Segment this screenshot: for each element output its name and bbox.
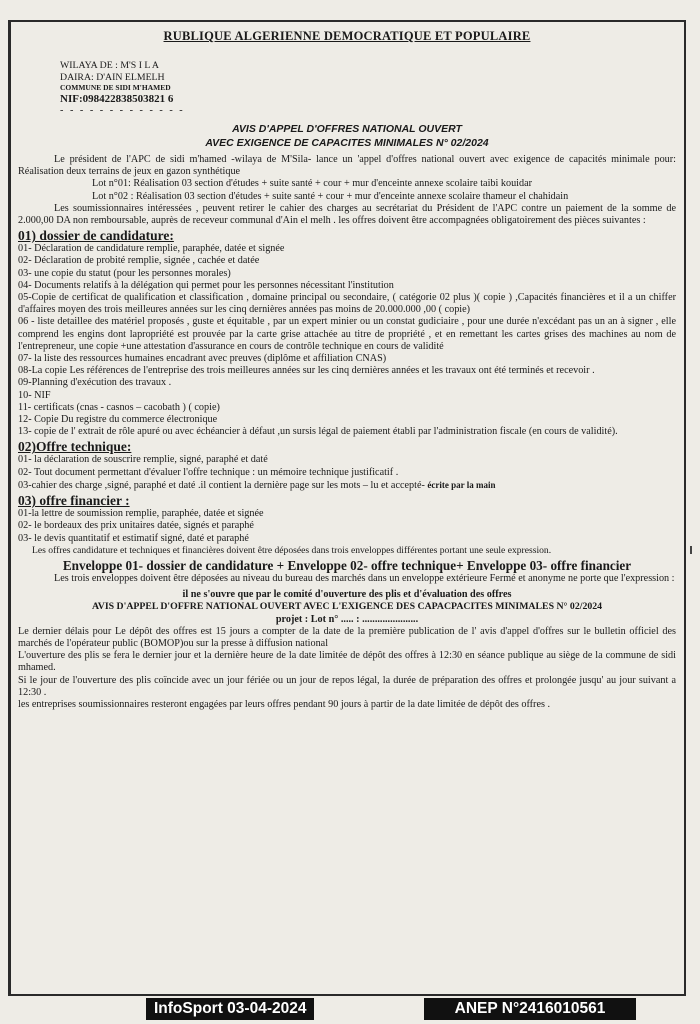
list-item: 08-La copie Les références de l'entreprise des trois meilleures années sur les cinq dernières années et les travaux ont été terminés et recevoir .: [18, 365, 595, 377]
republic-heading: RUBLIQUE ALGERIENNE DEMOCRATIQUE ET POPULAIRE: [163, 29, 531, 43]
envelope-caption: AVIS D'APPEL D'OFFRE NATIONAL OUVERT AVEC L'EXIGENCE DES CAPACPACITES MINIMALES N° 02/2024: [91, 601, 603, 613]
notice-title-line-1: AVIS D'APPEL D'OFFRES NATIONAL OUVERT: [232, 123, 462, 136]
notice-content: [18, 30, 676, 711]
section-financial-heading: 03) offre financier :: [18, 493, 130, 509]
section-technical-list: [18, 454, 676, 492]
section-candidature-heading: 01) dossier de candidature:: [18, 228, 174, 244]
list-item: 13- copie de l' extrait de rôle apuré ou avec échéancier à défaut ,un sursis légal de paiement établi par l'administration fiscale (en cours de validité).: [18, 426, 618, 438]
list-item: 02- Tout document permettant d'évaluer l'offre technique : un mémoire technique justificatif .: [18, 466, 399, 478]
holiday-paragraph: Si le jour de l'ouverture des plis coïncide avec un jour fériée ou un jour de repos légal, la durée de préparation des offres et prolongée jusqu' au jour suivant a 12:30 .: [18, 674, 676, 698]
nif-line: NIF:098422838503821 6: [60, 93, 174, 106]
commune-line: COMMUNE DE SIDI M'HAMED: [60, 83, 171, 93]
engagement-paragraph: les entreprises soumissionnaires resteront engagées par leurs offres pendant 90 jours à partir de la date limitée de dépôt des offres .: [18, 698, 551, 710]
list-item: [18, 479, 676, 492]
list-item: 04- Documents relatifs à la délégation qui permet pour les personnes nécessitant l'institution: [18, 279, 394, 291]
envelopes-line: Enveloppe 01- dossier de candidature + Enveloppe 02- offre technique+ Enveloppe 03- offre financier: [62, 557, 632, 573]
list-item: 02- Déclaration de probité remplie, signée , cachée et datée: [18, 255, 260, 267]
list-item: 02- le bordeaux des prix unitaires datée, signés et paraphé: [18, 520, 254, 532]
opening-paragraph: L'ouverture des plis se fera le dernier jour et la dernière heure de la date limitée de dépôt des offres à 12:30 en séance publique au siège de la commune de sidi mhamed.: [18, 650, 676, 674]
handwritten-note: écrite par la main: [427, 479, 496, 490]
intro-paragraph: Le président de l'APC de sidi m'hamed -wilaya de M'Sila- lance un 'appel d'offres national ouvert avec exigence de capacités minimale pour: Réalisation deux terrains de jeux en gazon synthétique: [18, 154, 676, 178]
list-item: 12- Copie Du registre du commerce électronique: [18, 414, 218, 426]
list-item: 07- la liste des ressources humaines encadrant avec preuves (diplôme et affiliation CNAS): [18, 353, 387, 365]
list-item-text: 03-cahier des charge ,signé, paraphé et daté .il contient la dernière page sur les mots – lu et accepté-: [18, 479, 425, 491]
list-item: 09-Planning d'exécution des travaux .: [18, 377, 172, 389]
list-item: 11- certificats (cnas - casnos – cacobath ) ( copie): [18, 401, 220, 413]
list-item: 01- la déclaration de souscrire remplie, signé, paraphé et daté: [18, 454, 268, 466]
administration-block: [60, 60, 676, 106]
section-technical-heading: 02)Offre technique:: [18, 439, 132, 455]
anep-number-badge: ANEP N°2416010561: [424, 998, 636, 1020]
separator-line: - - - - - - - - - - - - -: [60, 105, 185, 117]
list-item: 06 - liste detaillee des matériel proposés , guste et équitable , par un expert minier ou un constat gudiciaire , pour une durée n'excédant pas un an à signer , elle comprend les engins dont lapropriété est prouvée par la carte grise attachée au titre de propriété , et en remettant les cartes grises des machines au nom de l'entrepreneur, une copie +une attestation d'assurance en cours de contrôle technique en cours de validité: [18, 316, 676, 352]
publication-source-badge: InfoSport 03-04-2024: [146, 998, 314, 1020]
list-item: 05-Copie de certificat de qualification et classification , domaine principal ou secondaire, ( catégorie 02 plus )( copie ) ,Capacités financières et il a un chiffer d'affaires moyen des trois meilleures années sur les cinq dernières années pas moins de 20.000.000 ,00 ( copie): [18, 292, 676, 316]
notice-title-line-2: AVEC EXIGENCE DE CAPACITES MINIMALES N° 02/2024: [205, 137, 489, 150]
list-item: 01-la lettre de soumission remplie, paraphée, datée et signée: [18, 508, 264, 520]
scan-mark: [690, 546, 692, 554]
daira-line: DAIRA: D'AIN ELMELH: [60, 71, 165, 83]
list-item: 03- le devis quantitatif et estimatif signé, daté et paraphé: [18, 532, 249, 544]
deadline-paragraph: Le dernier délais pour Le dépôt des offres est 15 jours a compter de la date de la première publication de l' avis d'appel d'offres sur le bulletin officiel des marchés de l'opérateur public (BOMOP)ou sur la presse à diffusion national: [18, 625, 676, 649]
withdrawal-paragraph: Les soumissionnaires intéressées , peuvent retirer le cahier des charges au secrétariat du Président de l'APC contre un paiement de la somme de 2.000,00 DA non remboursable, auprès de receveur communal d'Ain el melh . les offres doivent être accompagnées obligatoirement des pièces suivantes :: [18, 202, 676, 227]
lot-1: Lot n°01: Réalisation 03 section d'études + suite santé + cour + mur d'enceinte annexe scolaire taibi kouidar: [92, 178, 532, 190]
lot-2: Lot n°02 : Réalisation 03 section d'études + suite santé + cour + mur d'enceinte annexe scolaire thameur el chahidain: [92, 190, 569, 202]
opening-committee-line: il ne s'ouvre que par le comité d'ouverture des plis et d'évaluation des offres: [182, 589, 512, 601]
list-item: 01- Déclaration de candidature remplie, paraphée, datée et signée: [18, 243, 285, 255]
section-candidature-list: [18, 243, 676, 438]
deposit-note: Les offres candidature et techniques et financières doivent être déposées dans trois enveloppes différentes portant une seule expression.: [32, 544, 552, 556]
project-line: projet : Lot n° ..... : ......................: [275, 613, 419, 625]
wilaya-line: WILAYA DE : M'S I L A: [60, 60, 160, 72]
list-item: 10- NIF: [18, 389, 51, 401]
section-financial-list: [18, 508, 676, 557]
envelopes-paragraph: Les trois enveloppes doivent être déposées au niveau du bureau des marchés dans un enveloppe extérieure Fermé et anonyme ne porte que l'expression :: [54, 572, 675, 584]
list-item: 03- une copie du statut (pour les personnes morales): [18, 267, 231, 279]
